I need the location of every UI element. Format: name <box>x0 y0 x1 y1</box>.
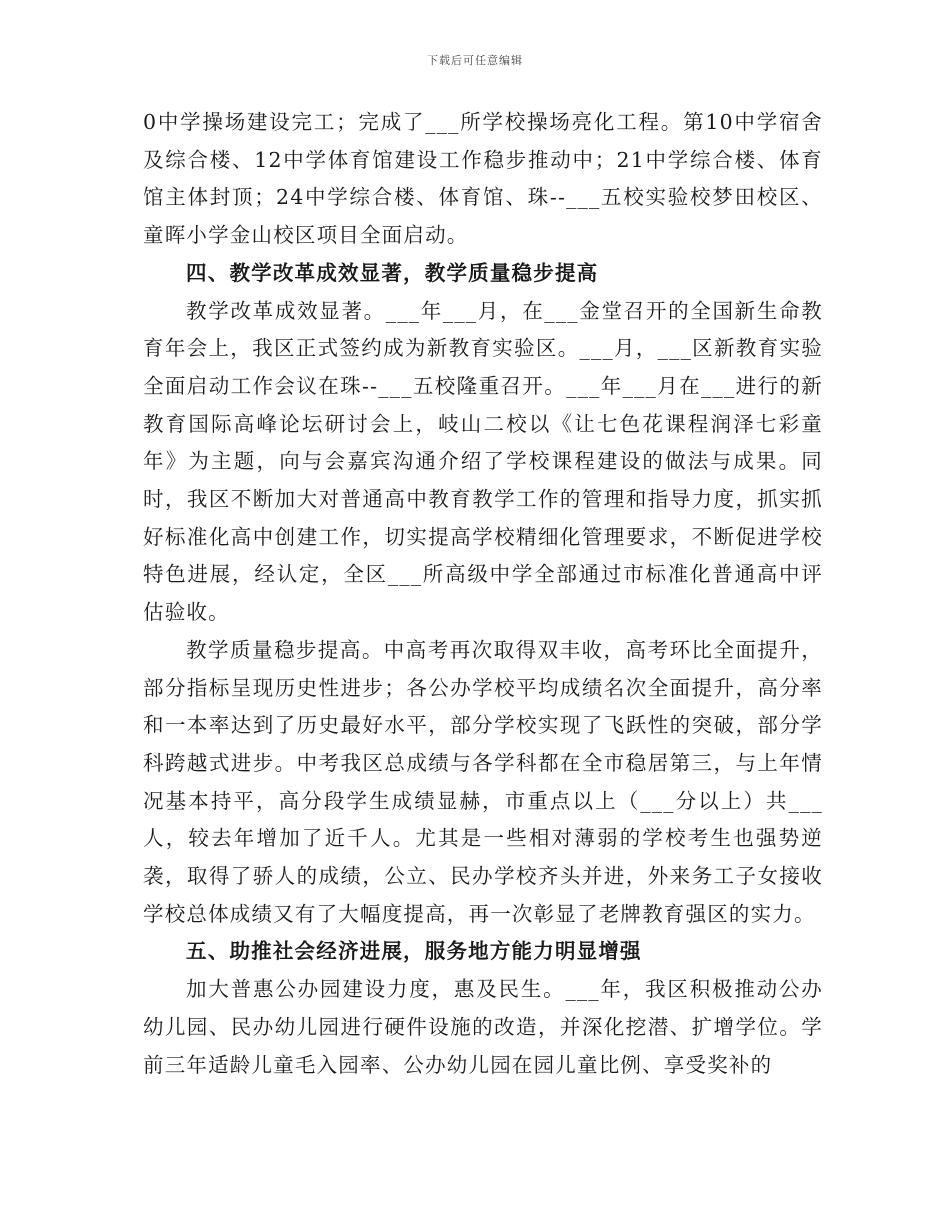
paragraph-teaching-quality: 教学质量稳步提高。中高考再次取得双丰收，高考环比全面提升，部分指标呈现历史性进步；各公办学校平均成绩名次全面提升，高分率和一本率达到了历史最好水平，部分学校实现了飞跃性的突破，部分学科跨越式进步。中考我区总成绩与各学科都在全市稳居第三，与上年情况基本持平，高分段学生成绩显赫，市重点以上（___分以上）共___人，较去年增加了近千人。尤其是一些相对薄弱的学校考生也强势逆袭，取得了骄人的成绩，公立、民办学校齐头并进，外来务工子女接收学校总体成绩又有了大幅度提高，再一次彰显了老牌教育强区的实力。 <box>143 637 823 926</box>
paragraph-kindergarten: 加大普惠公办园建设力度，惠及民生。___年，我区积极推动公办幼儿园、民办幼儿园进行硬件设施的改造，并深化挖潜、扩增学位。学前三年适龄儿童毛入园率、公办幼儿园在园儿童比例、享受奖补的 <box>143 977 823 1077</box>
paragraph-continuation: 0中学操场建设完工；完成了___所学校操场亮化工程。第10中学宿舍及综合楼、12中学体育馆建设工作稳步推动中；21中学综合楼、体育馆主体封顶；24中学综合楼、体育馆、珠--___五校实验校梦田校区、童晖小学金山校区项目全面启动。 <box>143 110 823 248</box>
section-heading-5: 五、助推社会经济进展，服务地方能力明显增强 <box>186 939 642 964</box>
paragraph-teaching-reform: 教学改革成效显著。___年___月，在___金堂召开的全国新生命教育年会上，我区正式签约成为新教育实验区。___月，___区新教育实验全面启动工作会议在珠--___五校隆重召开。___年___月在___进行的新教育国际高峰论坛研讨会上，岐山二校以《让七色花课程润泽七彩童年》为主题，向与会嘉宾沟通介绍了学校课程建设的做法与成果。同时，我区不断加大对普通高中教育教学工作的管理和指导力度，抓实抓好标准化高中创建工作，切实提高学校精细化管理要求，不断促进学校特色进展，经认定，全区___所高级中学全部通过市标准化普通高中评估验收。 <box>143 298 823 625</box>
document-body <box>143 104 823 1084</box>
section-heading-4: 四、教学改革成效显著，教学质量稳步提高 <box>186 260 599 285</box>
page-header: 下载后可任意编辑 <box>427 54 523 67</box>
